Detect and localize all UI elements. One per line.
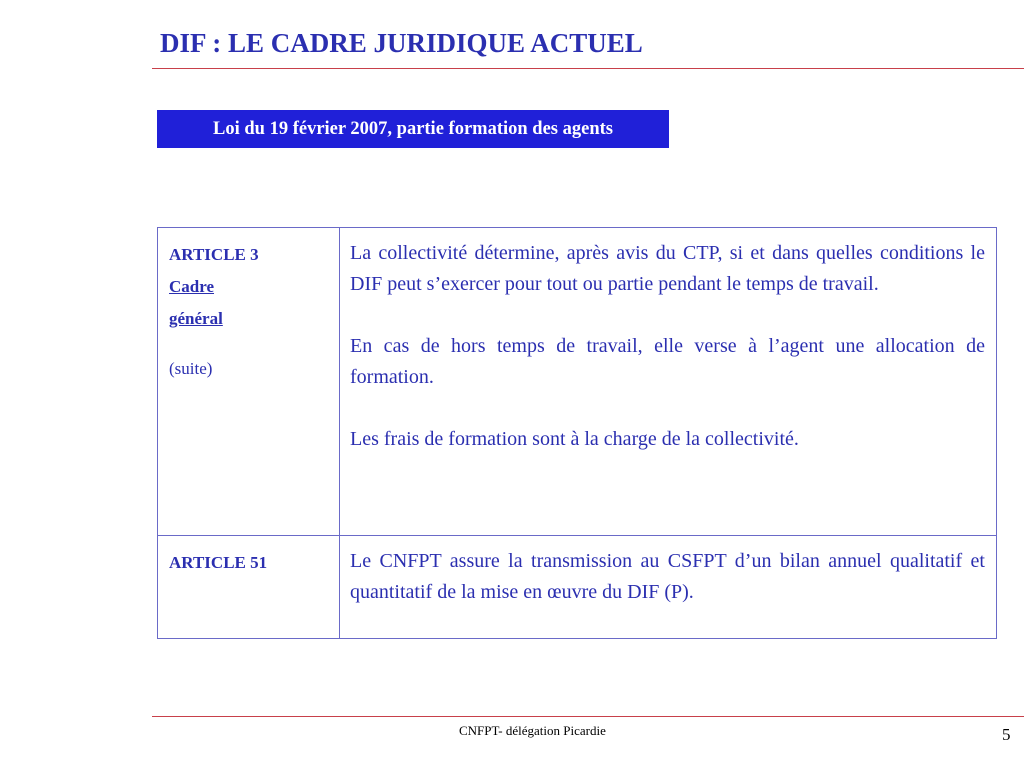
slide-title: DIF : LE CADRE JURIDIQUE ACTUEL — [160, 28, 643, 58]
article-text-cell — [340, 536, 997, 639]
title-divider — [152, 68, 1024, 69]
article-heading-line: Cadre — [169, 277, 215, 296]
table-row — [158, 536, 997, 639]
footer-divider — [152, 716, 1024, 717]
article-paragraph: Les frais de formation sont à la charge de la collectivité. — [350, 428, 799, 450]
article-paragraph: Le CNFPT assure la transmission au CSFPT d’un bilan annuel qualitatif et quantitatif de la mise en œuvre du DIF (P). — [350, 550, 985, 603]
footer-text: CNFPT- délégation Picardie — [459, 723, 606, 738]
page-number: 5 — [1002, 725, 1011, 744]
article-reference-cell — [158, 536, 340, 639]
articles-table — [157, 227, 997, 639]
article-number: ARTICLE 3 — [169, 245, 259, 264]
article-note: (suite) — [169, 359, 213, 378]
article-number: ARTICLE 51 — [169, 553, 268, 572]
article-heading-line: général — [169, 309, 223, 328]
article-reference-cell — [158, 228, 340, 536]
article-paragraph: En cas de hors temps de travail, elle verse à l’agent une allocation de formation. — [350, 335, 985, 388]
table-row — [158, 228, 997, 536]
article-paragraph: La collectivité détermine, après avis du CTP, si et dans quelles conditions le DIF peut s’exercer pour tout ou partie pendant le temps de travail. — [350, 242, 985, 295]
subtitle-banner: Loi du 19 février 2007, partie formation des agents — [157, 110, 669, 148]
article-text-cell — [340, 228, 997, 536]
